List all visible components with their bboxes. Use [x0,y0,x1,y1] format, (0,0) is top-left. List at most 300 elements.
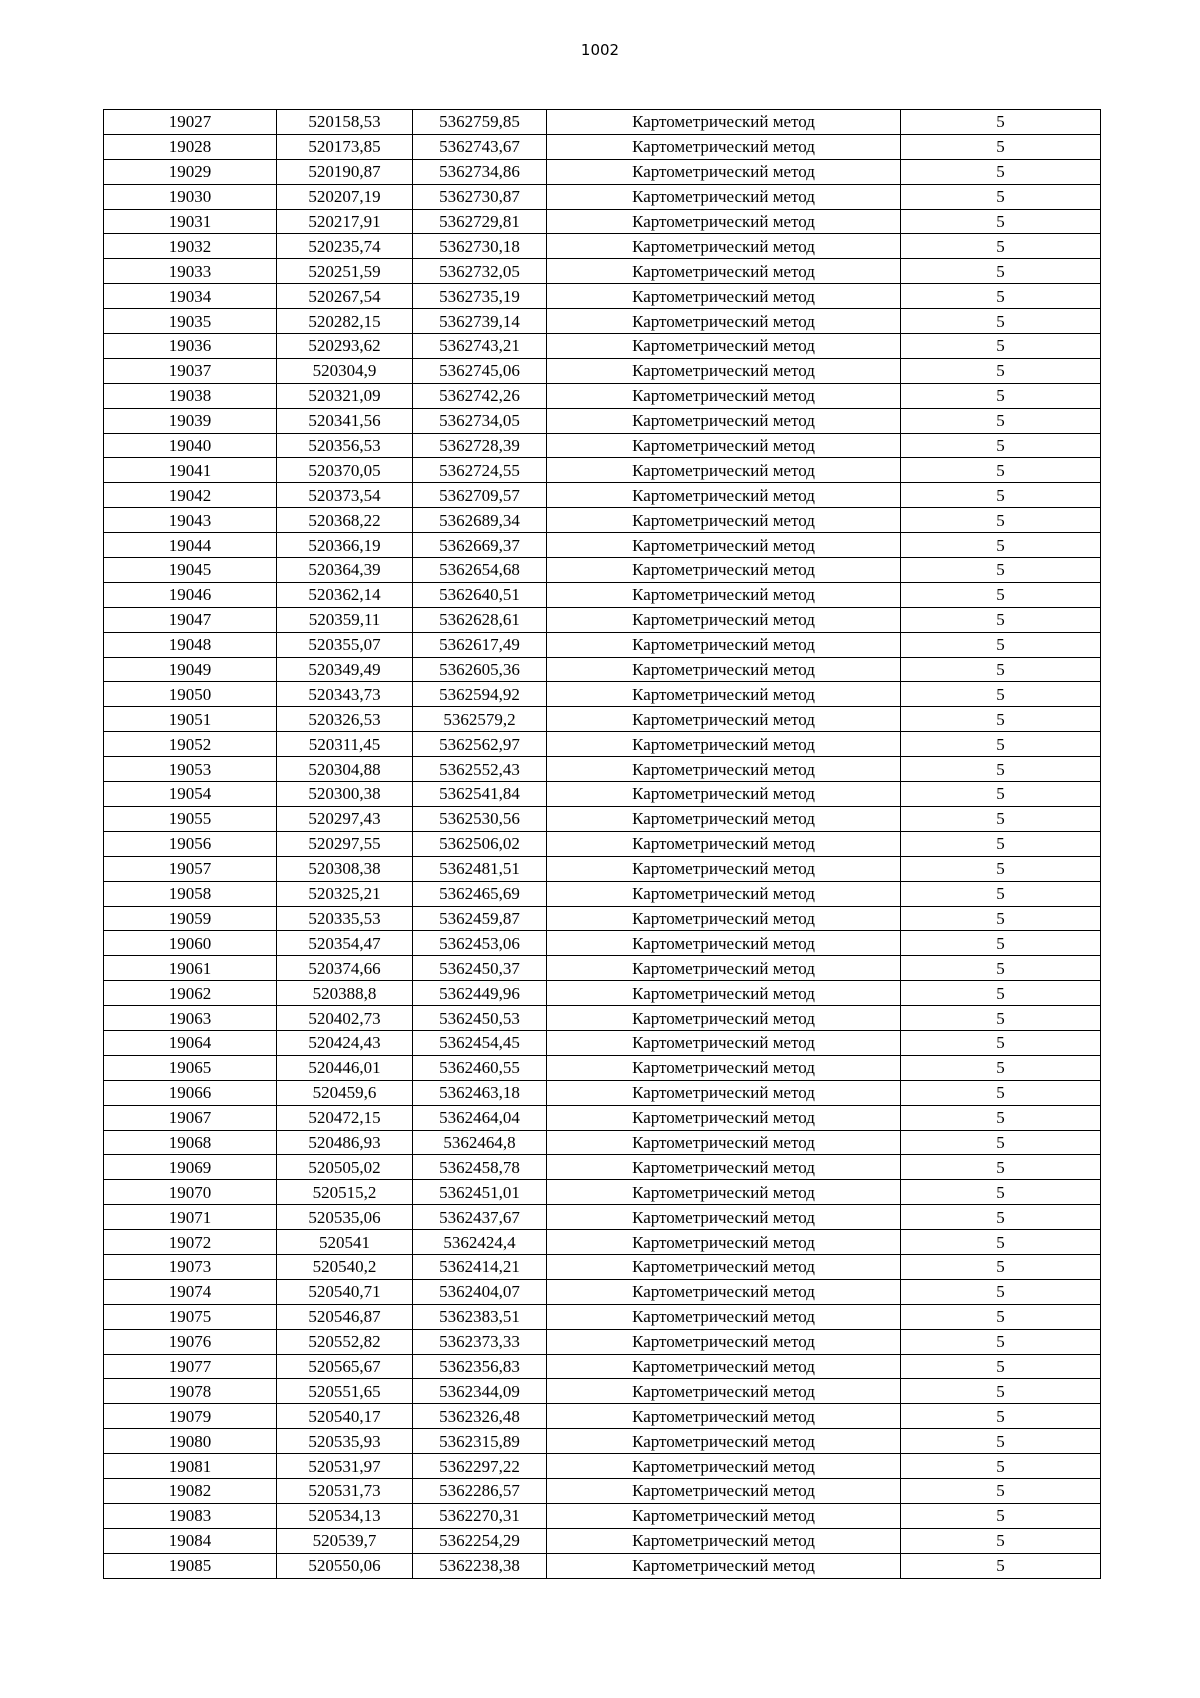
point-number-cell: 19074 [104,1279,277,1304]
point-number-cell: 19034 [104,284,277,309]
x-coordinate-cell: 520341,56 [277,408,413,433]
y-coordinate-cell: 5362552,43 [413,757,547,782]
accuracy-cell: 5 [901,757,1101,782]
y-coordinate-cell: 5362654,68 [413,558,547,583]
coordinates-table [103,109,1101,1579]
point-number-cell: 19080 [104,1429,277,1454]
x-coordinate-cell: 520354,47 [277,931,413,956]
x-coordinate-cell: 520362,14 [277,582,413,607]
point-number-cell: 19051 [104,707,277,732]
table-row [104,782,1101,807]
y-coordinate-cell: 5362729,81 [413,209,547,234]
point-number-cell: 19053 [104,757,277,782]
table-row [104,931,1101,956]
x-coordinate-cell: 520373,54 [277,483,413,508]
x-coordinate-cell: 520424,43 [277,1030,413,1055]
method-cell: Картометрический метод [547,881,901,906]
y-coordinate-cell: 5362640,51 [413,582,547,607]
point-number-cell: 19062 [104,981,277,1006]
point-number-cell: 19060 [104,931,277,956]
method-cell: Картометрический метод [547,1006,901,1031]
y-coordinate-cell: 5362451,01 [413,1180,547,1205]
y-coordinate-cell: 5362460,55 [413,1055,547,1080]
table-row [104,533,1101,558]
method-cell: Картометрический метод [547,110,901,135]
table-row [104,732,1101,757]
point-number-cell: 19045 [104,558,277,583]
x-coordinate-cell: 520541 [277,1230,413,1255]
table-row [104,1354,1101,1379]
method-cell: Картометрический метод [547,458,901,483]
method-cell: Картометрический метод [547,1304,901,1329]
y-coordinate-cell: 5362383,51 [413,1304,547,1329]
accuracy-cell: 5 [901,1006,1101,1031]
accuracy-cell: 5 [901,1055,1101,1080]
x-coordinate-cell: 520297,43 [277,806,413,831]
table-row [104,259,1101,284]
x-coordinate-cell: 520359,11 [277,607,413,632]
x-coordinate-cell: 520486,93 [277,1130,413,1155]
y-coordinate-cell: 5362481,51 [413,856,547,881]
method-cell: Картометрический метод [547,1180,901,1205]
method-cell: Картометрический метод [547,782,901,807]
table-row [104,881,1101,906]
x-coordinate-cell: 520472,15 [277,1105,413,1130]
method-cell: Картометрический метод [547,1105,901,1130]
method-cell: Картометрический метод [547,956,901,981]
accuracy-cell: 5 [901,1379,1101,1404]
y-coordinate-cell: 5362732,05 [413,259,547,284]
accuracy-cell: 5 [901,1230,1101,1255]
point-number-cell: 19027 [104,110,277,135]
x-coordinate-cell: 520325,21 [277,881,413,906]
accuracy-cell: 5 [901,1304,1101,1329]
table-row [104,134,1101,159]
y-coordinate-cell: 5362254,29 [413,1528,547,1553]
y-coordinate-cell: 5362759,85 [413,110,547,135]
accuracy-cell: 5 [901,881,1101,906]
method-cell: Картометрический метод [547,906,901,931]
table-row [104,1503,1101,1528]
table-row [104,184,1101,209]
table-row [104,309,1101,334]
y-coordinate-cell: 5362541,84 [413,782,547,807]
y-coordinate-cell: 5362326,48 [413,1404,547,1429]
x-coordinate-cell: 520546,87 [277,1304,413,1329]
y-coordinate-cell: 5362734,86 [413,159,547,184]
x-coordinate-cell: 520565,67 [277,1354,413,1379]
table-row [104,1030,1101,1055]
y-coordinate-cell: 5362297,22 [413,1454,547,1479]
method-cell: Картометрический метод [547,1130,901,1155]
x-coordinate-cell: 520304,9 [277,358,413,383]
table-row [104,607,1101,632]
x-coordinate-cell: 520207,19 [277,184,413,209]
table-row [104,1379,1101,1404]
method-cell: Картометрический метод [547,533,901,558]
method-cell: Картометрический метод [547,757,901,782]
table-row [104,1055,1101,1080]
point-number-cell: 19071 [104,1205,277,1230]
point-number-cell: 19077 [104,1354,277,1379]
table-row [104,1478,1101,1503]
point-number-cell: 19063 [104,1006,277,1031]
point-number-cell: 19030 [104,184,277,209]
x-coordinate-cell: 520534,13 [277,1503,413,1528]
x-coordinate-cell: 520267,54 [277,284,413,309]
y-coordinate-cell: 5362628,61 [413,607,547,632]
x-coordinate-cell: 520356,53 [277,433,413,458]
point-number-cell: 19061 [104,956,277,981]
point-number-cell: 19083 [104,1503,277,1528]
x-coordinate-cell: 520540,17 [277,1404,413,1429]
y-coordinate-cell: 5362709,57 [413,483,547,508]
y-coordinate-cell: 5362315,89 [413,1429,547,1454]
method-cell: Картометрический метод [547,1080,901,1105]
method-cell: Картометрический метод [547,931,901,956]
table-row [104,1155,1101,1180]
table-row [104,508,1101,533]
table-row [104,284,1101,309]
x-coordinate-cell: 520459,6 [277,1080,413,1105]
accuracy-cell: 5 [901,184,1101,209]
method-cell: Картометрический метод [547,1478,901,1503]
table-row [104,483,1101,508]
accuracy-cell: 5 [901,159,1101,184]
table-row [104,358,1101,383]
accuracy-cell: 5 [901,1454,1101,1479]
y-coordinate-cell: 5362450,53 [413,1006,547,1031]
point-number-cell: 19047 [104,607,277,632]
accuracy-cell: 5 [901,209,1101,234]
accuracy-cell: 5 [901,134,1101,159]
x-coordinate-cell: 520505,02 [277,1155,413,1180]
page-number: 1002 [580,41,620,59]
accuracy-cell: 5 [901,284,1101,309]
accuracy-cell: 5 [901,1080,1101,1105]
point-number-cell: 19066 [104,1080,277,1105]
y-coordinate-cell: 5362742,26 [413,383,547,408]
coordinates-table-body [104,110,1101,1579]
y-coordinate-cell: 5362730,87 [413,184,547,209]
y-coordinate-cell: 5362465,69 [413,881,547,906]
accuracy-cell: 5 [901,906,1101,931]
x-coordinate-cell: 520190,87 [277,159,413,184]
point-number-cell: 19058 [104,881,277,906]
x-coordinate-cell: 520552,82 [277,1329,413,1354]
table-row [104,334,1101,359]
y-coordinate-cell: 5362669,37 [413,533,547,558]
point-number-cell: 19046 [104,582,277,607]
table-row [104,1329,1101,1354]
accuracy-cell: 5 [901,1528,1101,1553]
table-row [104,1130,1101,1155]
point-number-cell: 19068 [104,1130,277,1155]
y-coordinate-cell: 5362530,56 [413,806,547,831]
x-coordinate-cell: 520550,06 [277,1553,413,1578]
y-coordinate-cell: 5362735,19 [413,284,547,309]
x-coordinate-cell: 520217,91 [277,209,413,234]
table-row [104,1105,1101,1130]
x-coordinate-cell: 520355,07 [277,632,413,657]
accuracy-cell: 5 [901,931,1101,956]
method-cell: Картометрический метод [547,1205,901,1230]
x-coordinate-cell: 520282,15 [277,309,413,334]
method-cell: Картометрический метод [547,632,901,657]
method-cell: Картометрический метод [547,1404,901,1429]
table-row [104,558,1101,583]
point-number-cell: 19042 [104,483,277,508]
x-coordinate-cell: 520374,66 [277,956,413,981]
accuracy-cell: 5 [901,707,1101,732]
x-coordinate-cell: 520531,97 [277,1454,413,1479]
point-number-cell: 19064 [104,1030,277,1055]
table-row [104,906,1101,931]
method-cell: Картометрический метод [547,1379,901,1404]
x-coordinate-cell: 520539,7 [277,1528,413,1553]
method-cell: Картометрический метод [547,508,901,533]
y-coordinate-cell: 5362464,04 [413,1105,547,1130]
accuracy-cell: 5 [901,259,1101,284]
method-cell: Картометрический метод [547,483,901,508]
point-number-cell: 19073 [104,1254,277,1279]
table-row [104,582,1101,607]
method-cell: Картометрический метод [547,856,901,881]
x-coordinate-cell: 520446,01 [277,1055,413,1080]
table-row [104,632,1101,657]
table-row [104,682,1101,707]
y-coordinate-cell: 5362404,07 [413,1279,547,1304]
method-cell: Картометрический метод [547,981,901,1006]
method-cell: Картометрический метод [547,607,901,632]
method-cell: Картометрический метод [547,558,901,583]
x-coordinate-cell: 520308,38 [277,856,413,881]
method-cell: Картометрический метод [547,184,901,209]
point-number-cell: 19056 [104,831,277,856]
x-coordinate-cell: 520515,2 [277,1180,413,1205]
y-coordinate-cell: 5362424,4 [413,1230,547,1255]
x-coordinate-cell: 520540,2 [277,1254,413,1279]
y-coordinate-cell: 5362464,8 [413,1130,547,1155]
point-number-cell: 19065 [104,1055,277,1080]
accuracy-cell: 5 [901,1180,1101,1205]
method-cell: Картометрический метод [547,1254,901,1279]
table-row [104,1080,1101,1105]
point-number-cell: 19032 [104,234,277,259]
x-coordinate-cell: 520402,73 [277,1006,413,1031]
method-cell: Картометрический метод [547,732,901,757]
accuracy-cell: 5 [901,110,1101,135]
table-row [104,1454,1101,1479]
accuracy-cell: 5 [901,782,1101,807]
y-coordinate-cell: 5362605,36 [413,657,547,682]
x-coordinate-cell: 520368,22 [277,508,413,533]
accuracy-cell: 5 [901,334,1101,359]
table-row [104,234,1101,259]
y-coordinate-cell: 5362734,05 [413,408,547,433]
table-row [104,458,1101,483]
method-cell: Картометрический метод [547,1055,901,1080]
x-coordinate-cell: 520366,19 [277,533,413,558]
accuracy-cell: 5 [901,981,1101,1006]
y-coordinate-cell: 5362730,18 [413,234,547,259]
point-number-cell: 19079 [104,1404,277,1429]
y-coordinate-cell: 5362373,33 [413,1329,547,1354]
point-number-cell: 19031 [104,209,277,234]
accuracy-cell: 5 [901,1503,1101,1528]
table-row [104,209,1101,234]
x-coordinate-cell: 520388,8 [277,981,413,1006]
method-cell: Картометрический метод [547,358,901,383]
method-cell: Картометрический метод [547,1155,901,1180]
accuracy-cell: 5 [901,1155,1101,1180]
method-cell: Картометрический метод [547,408,901,433]
table-row [104,1304,1101,1329]
point-number-cell: 19078 [104,1379,277,1404]
point-number-cell: 19048 [104,632,277,657]
method-cell: Картометрический метод [547,1503,901,1528]
accuracy-cell: 5 [901,558,1101,583]
accuracy-cell: 5 [901,1553,1101,1578]
x-coordinate-cell: 520173,85 [277,134,413,159]
y-coordinate-cell: 5362739,14 [413,309,547,334]
y-coordinate-cell: 5362743,67 [413,134,547,159]
x-coordinate-cell: 520370,05 [277,458,413,483]
table-row [104,433,1101,458]
table-row [104,657,1101,682]
method-cell: Картометрический метод [547,657,901,682]
accuracy-cell: 5 [901,1105,1101,1130]
x-coordinate-cell: 520311,45 [277,732,413,757]
accuracy-cell: 5 [901,1205,1101,1230]
method-cell: Картометрический метод [547,334,901,359]
accuracy-cell: 5 [901,582,1101,607]
x-coordinate-cell: 520551,65 [277,1379,413,1404]
y-coordinate-cell: 5362458,78 [413,1155,547,1180]
x-coordinate-cell: 520293,62 [277,334,413,359]
y-coordinate-cell: 5362344,09 [413,1379,547,1404]
y-coordinate-cell: 5362459,87 [413,906,547,931]
point-number-cell: 19059 [104,906,277,931]
accuracy-cell: 5 [901,607,1101,632]
accuracy-cell: 5 [901,806,1101,831]
y-coordinate-cell: 5362453,06 [413,931,547,956]
y-coordinate-cell: 5362449,96 [413,981,547,1006]
accuracy-cell: 5 [901,1429,1101,1454]
y-coordinate-cell: 5362594,92 [413,682,547,707]
table-row [104,408,1101,433]
table-row [104,1230,1101,1255]
x-coordinate-cell: 520535,93 [277,1429,413,1454]
point-number-cell: 19036 [104,334,277,359]
method-cell: Картометрический метод [547,1329,901,1354]
accuracy-cell: 5 [901,533,1101,558]
accuracy-cell: 5 [901,358,1101,383]
x-coordinate-cell: 520251,59 [277,259,413,284]
method-cell: Картометрический метод [547,159,901,184]
method-cell: Картометрический метод [547,1354,901,1379]
table-row [104,956,1101,981]
point-number-cell: 19041 [104,458,277,483]
accuracy-cell: 5 [901,508,1101,533]
x-coordinate-cell: 520304,88 [277,757,413,782]
point-number-cell: 19067 [104,1105,277,1130]
y-coordinate-cell: 5362724,55 [413,458,547,483]
point-number-cell: 19070 [104,1180,277,1205]
method-cell: Картометрический метод [547,259,901,284]
method-cell: Картометрический метод [547,209,901,234]
accuracy-cell: 5 [901,1030,1101,1055]
point-number-cell: 19050 [104,682,277,707]
point-number-cell: 19038 [104,383,277,408]
x-coordinate-cell: 520349,49 [277,657,413,682]
accuracy-cell: 5 [901,1130,1101,1155]
y-coordinate-cell: 5362689,34 [413,508,547,533]
method-cell: Картометрический метод [547,433,901,458]
accuracy-cell: 5 [901,408,1101,433]
table-row [104,831,1101,856]
accuracy-cell: 5 [901,1354,1101,1379]
accuracy-cell: 5 [901,682,1101,707]
table-row [104,806,1101,831]
table-row [104,707,1101,732]
method-cell: Картометрический метод [547,582,901,607]
x-coordinate-cell: 520335,53 [277,906,413,931]
method-cell: Картометрический метод [547,831,901,856]
accuracy-cell: 5 [901,383,1101,408]
x-coordinate-cell: 520326,53 [277,707,413,732]
x-coordinate-cell: 520158,53 [277,110,413,135]
method-cell: Картометрический метод [547,1528,901,1553]
table-row [104,1279,1101,1304]
point-number-cell: 19085 [104,1553,277,1578]
x-coordinate-cell: 520300,38 [277,782,413,807]
table-row [104,1404,1101,1429]
table-row [104,159,1101,184]
point-number-cell: 19052 [104,732,277,757]
accuracy-cell: 5 [901,956,1101,981]
method-cell: Картометрический метод [547,1454,901,1479]
y-coordinate-cell: 5362454,45 [413,1030,547,1055]
point-number-cell: 19057 [104,856,277,881]
point-number-cell: 19028 [104,134,277,159]
y-coordinate-cell: 5362463,18 [413,1080,547,1105]
x-coordinate-cell: 520321,09 [277,383,413,408]
table-row [104,1254,1101,1279]
method-cell: Картометрический метод [547,1230,901,1255]
table-row [104,1528,1101,1553]
accuracy-cell: 5 [901,1478,1101,1503]
y-coordinate-cell: 5362356,83 [413,1354,547,1379]
method-cell: Картометрический метод [547,806,901,831]
table-row [104,383,1101,408]
point-number-cell: 19084 [104,1528,277,1553]
x-coordinate-cell: 520535,06 [277,1205,413,1230]
y-coordinate-cell: 5362238,38 [413,1553,547,1578]
point-number-cell: 19055 [104,806,277,831]
x-coordinate-cell: 520364,39 [277,558,413,583]
accuracy-cell: 5 [901,309,1101,334]
y-coordinate-cell: 5362506,02 [413,831,547,856]
y-coordinate-cell: 5362579,2 [413,707,547,732]
method-cell: Картометрический метод [547,1553,901,1578]
accuracy-cell: 5 [901,1404,1101,1429]
table-row [104,1180,1101,1205]
method-cell: Картометрический метод [547,1030,901,1055]
point-number-cell: 19035 [104,309,277,334]
accuracy-cell: 5 [901,234,1101,259]
point-number-cell: 19072 [104,1230,277,1255]
